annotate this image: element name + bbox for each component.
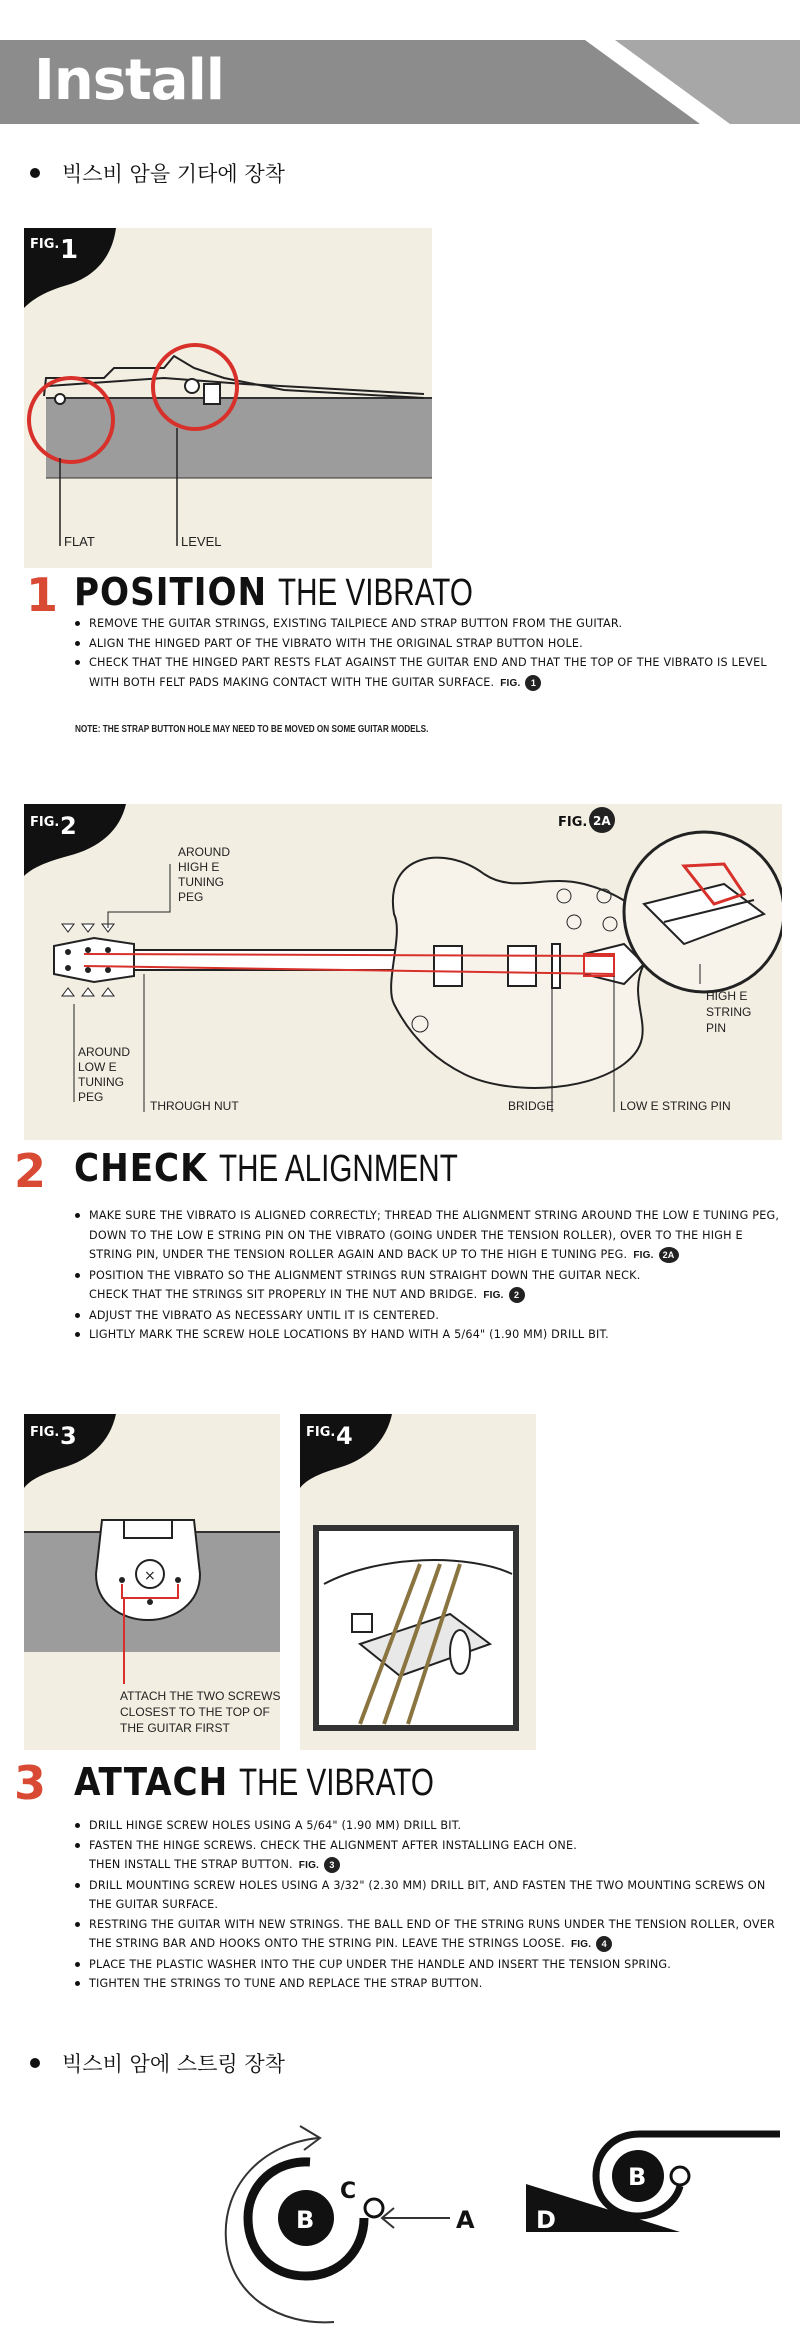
fig2-label-high-e: TUNING	[178, 875, 224, 889]
section-heading-text: 빅스비 암에 스트링 장착	[62, 2052, 285, 2076]
step-2-item: ADJUST THE VIBRATO AS NECESSARY UNTIL IT IS CENTERED.	[74, 1306, 780, 1326]
diagram-label-d: D	[536, 2206, 556, 2234]
bullet-dot	[30, 2058, 40, 2068]
fig2-label-high-pin: PIN	[706, 1021, 727, 1035]
step-2-item-text: POSITION THE VIBRATO SO THE ALIGNMENT STRINGS RUN STRAIGHT DOWN THE GUITAR NECK.	[89, 1268, 641, 1282]
fig-reference-label: FIG.	[500, 677, 521, 689]
fig2-label-low-e: AROUND	[78, 1045, 131, 1059]
bullet-dot	[30, 168, 40, 178]
fig4-tag-label: FIG.	[306, 1425, 336, 1440]
step-3-number: 3	[14, 1756, 47, 1810]
step-1-item: REMOVE THE GUITAR STRINGS, EXISTING TAILPIECE AND STRAP BUTTON FROM THE GUITAR.	[74, 614, 780, 634]
step-3-item	[74, 1915, 780, 1955]
fig-reference-label: FIG.	[633, 1250, 654, 1261]
step-2-number: 2	[14, 1144, 47, 1198]
fig2-label-high-e: HIGH E	[178, 860, 220, 874]
fig-reference-badge: 2A	[659, 1247, 679, 1263]
fig2-label-low-pin: LOW E STRING PIN	[620, 1099, 731, 1113]
fig-reference-badge: 3	[324, 1857, 340, 1873]
step-1-item: ALIGN THE HINGED PART OF THE VIBRATO WITH THE ORIGINAL STRAP BUTTON HOLE.	[74, 634, 780, 654]
string-install-diagram	[0, 2090, 800, 2330]
fig-reference	[500, 678, 541, 689]
fig2-label-high-e: AROUND	[178, 845, 231, 859]
step-3-item	[74, 1836, 780, 1876]
step-3-item: TIGHTEN THE STRINGS TO TUNE AND REPLACE THE STRAP BUTTON.	[74, 1974, 780, 1994]
step-2-title-rest: THE ALIGNMENT	[218, 1148, 458, 1190]
step-3-list	[74, 1816, 780, 1994]
fig2-tag-number: 2	[60, 812, 77, 840]
figure-3	[24, 1414, 280, 1750]
fig-reference-badge: 2	[509, 1287, 525, 1303]
fig1-label-level: LEVEL	[181, 534, 222, 549]
screw-x-icon: ×	[144, 1568, 156, 1584]
diagram-label-c: C	[340, 2179, 357, 2204]
fig3-caption: CLOSEST TO THE TOP OF	[120, 1705, 270, 1719]
fig3-caption: ATTACH THE TWO SCREWS	[120, 1689, 280, 1703]
diagram-label-b2: B	[628, 2163, 647, 2191]
fig4-tag-number: 4	[336, 1422, 353, 1450]
fig2-label-bridge: BRIDGE	[508, 1099, 555, 1113]
step-1-title	[74, 570, 528, 615]
step-2-item-text: MAKE SURE THE VIBRATO IS ALIGNED CORRECTLY; THREAD THE ALIGNMENT STRING AROUND THE LOW E TUNING PEG, DOWN TO THE LOW E STRING PIN ON THE VIBRATO (GOING UNDER THE TENSION ROLLER), OVER TO THE HIGH E STRING PIN, UNDER THE TENSION ROLLER AGAIN AND BACK UP TO THE HIGH E TUNING PEG.	[89, 1209, 780, 1261]
fig2-label-low-e: PEG	[78, 1090, 104, 1104]
figure-1	[24, 228, 432, 568]
step-2-title	[74, 1146, 525, 1191]
fig3-caption: THE GUITAR FIRST	[120, 1721, 230, 1735]
step-3-item: PLACE THE PLASTIC WASHER INTO THE CUP UNDER THE HANDLE AND INSERT THE TENSION SPRING.	[74, 1955, 780, 1975]
step-3-item-text: RESTRING THE GUITAR WITH NEW STRINGS. THE BALL END OF THE STRING RUNS UNDER THE TENSION ROLLER, OVER THE STRING BAR AND HOOKS ONTO THE STRING PIN. LEAVE THE STRINGS LOOSE.	[89, 1917, 775, 1950]
figure-2-illustration	[24, 804, 782, 1140]
step-2-item: LIGHTLY MARK THE SCREW HOLE LOCATIONS BY HAND WITH A 5/64" (1.90 MM) DRILL BIT.	[74, 1325, 780, 1345]
fig2-label-high-pin: STRING	[706, 1005, 752, 1019]
figure-3-illustration	[24, 1414, 280, 1750]
step-2-item	[74, 1266, 780, 1306]
figure-4-illustration	[300, 1414, 536, 1750]
step-1-number: 1	[26, 568, 59, 622]
diagram-label-b: B	[296, 2206, 315, 2234]
fig-reference	[483, 1290, 524, 1301]
fig-reference	[571, 1939, 612, 1950]
section-heading-install-strings	[30, 2048, 285, 2078]
page-header	[0, 40, 800, 124]
fig-reference	[633, 1250, 678, 1261]
step-1-item	[74, 653, 780, 693]
fig3-tag-label: FIG.	[30, 1425, 60, 1440]
step-3-title-bold: ATTACH	[74, 1760, 229, 1804]
fig2-label-low-e: LOW E	[78, 1060, 117, 1074]
step-2-list	[74, 1206, 780, 1345]
step-3-item: DRILL HINGE SCREW HOLES USING A 5/64" (1.90 MM) DRILL BIT.	[74, 1816, 780, 1836]
step-1-note: NOTE: THE STRAP BUTTON HOLE MAY NEED TO BE MOVED ON SOME GUITAR MODELS.	[75, 724, 429, 735]
step-1-item-text: CHECK THAT THE HINGED PART RESTS FLAT AGAINST THE GUITAR END AND THAT THE TOP OF THE VIBRATO IS LEVEL WITH BOTH FELT PADS MAKING CONTACT WITH THE GUITAR SURFACE.	[89, 656, 767, 689]
fig1-tag-label: FIG.	[30, 237, 60, 252]
diagram-label-a: A	[456, 2206, 475, 2234]
fig2-label-high-pin: HIGH E	[706, 989, 748, 1003]
fig-reference-label: FIG.	[570, 1939, 592, 1950]
figure-4	[300, 1414, 536, 1750]
fig2-tag-label: FIG.	[30, 815, 60, 830]
section-heading-install-arm	[30, 158, 285, 188]
fig1-tag-number: 1	[60, 235, 79, 265]
step-3-item-text: THEN INSTALL THE STRAP BUTTON.	[89, 1858, 293, 1871]
step-1-title-bold: POSITION	[74, 570, 268, 614]
fig2-label-nut: THROUGH NUT	[150, 1099, 239, 1113]
fig3-tag-number: 3	[60, 1422, 77, 1450]
fig-reference-badge: 4	[596, 1936, 612, 1952]
section-heading-text: 빅스비 암을 기타에 장착	[62, 162, 285, 186]
step-1-title-rest: THE VIBRATO	[278, 572, 473, 614]
figure-1-illustration	[24, 228, 432, 568]
step-2-item	[74, 1206, 780, 1266]
step-2-item-text: CHECK THAT THE STRINGS SIT PROPERLY IN THE NUT AND BRIDGE.	[89, 1288, 478, 1301]
step-3-item-text: FASTEN THE HINGE SCREWS. CHECK THE ALIGNMENT AFTER INSTALLING EACH ONE.	[89, 1838, 578, 1852]
fig1-label-flat: FLAT	[64, 534, 95, 549]
fig2-label-high-e: PEG	[178, 890, 204, 904]
fig-reference-label: FIG.	[483, 1290, 504, 1301]
step-1-list	[74, 614, 780, 693]
step-3-title-rest: THE VIBRATO	[239, 1762, 434, 1804]
fig2a-tag-number: 2A	[593, 814, 611, 828]
fig-reference-badge: 1	[525, 675, 541, 691]
fig-reference-label: FIG.	[298, 1860, 320, 1871]
fig2-label-low-e: TUNING	[78, 1075, 124, 1089]
step-2-title-bold: CHECK	[74, 1146, 208, 1190]
page-title: Install	[34, 48, 224, 113]
step-3-title	[74, 1760, 489, 1805]
step-3-item: DRILL MOUNTING SCREW HOLES USING A 3/32" (2.30 MM) DRILL BIT, AND FASTEN THE TWO MOUNTING SCREWS ON THE GUITAR SURFACE.	[74, 1876, 780, 1915]
figure-2	[24, 804, 782, 1140]
fig2a-tag-label: FIG.	[558, 815, 588, 830]
fig-reference	[299, 1860, 340, 1871]
